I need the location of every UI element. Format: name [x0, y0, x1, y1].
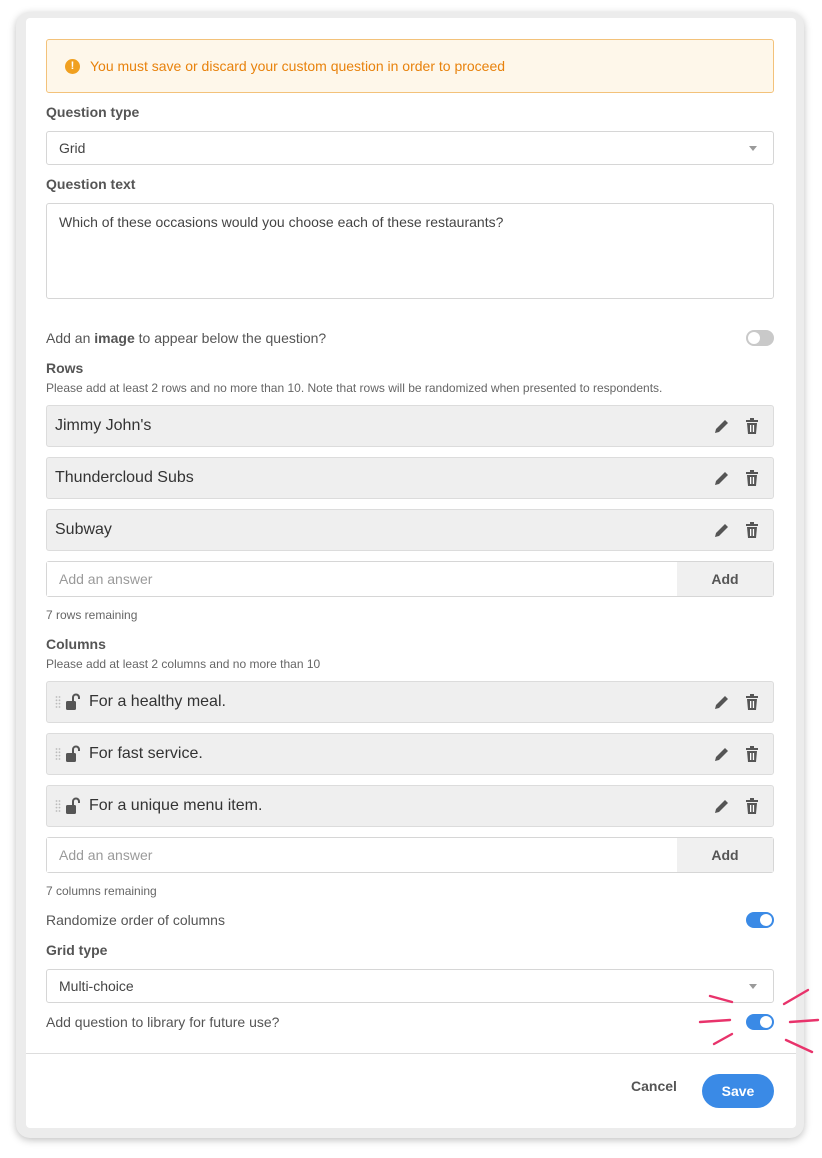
image-option-label	[46, 330, 326, 346]
alert-message: You must save or discard your custom question in order to proceed	[90, 58, 506, 74]
rows-remaining: 7 rows remaining	[46, 608, 138, 622]
question-text-input[interactable]: Which of these occasions would you choose each of these restaurants?	[46, 203, 774, 299]
column-item	[46, 785, 774, 827]
drag-handle-icon[interactable]	[55, 799, 61, 813]
grid-type-label: Grid type	[46, 942, 108, 958]
question-type-label: Question type	[46, 104, 140, 120]
column-item	[46, 733, 774, 775]
row-item	[46, 405, 774, 447]
drag-handle-icon[interactable]	[55, 747, 61, 761]
columns-remaining: 7 columns remaining	[46, 884, 157, 898]
randomize-label: Randomize order of columns	[46, 912, 225, 928]
unlock-icon[interactable]	[65, 797, 81, 815]
add-row-input[interactable]	[47, 562, 677, 596]
columns-helper: Please add at least 2 columns and no more than 10	[46, 657, 321, 671]
pencil-icon[interactable]	[713, 693, 731, 711]
exclamation-icon: !	[65, 59, 80, 74]
grid-type-select[interactable]	[46, 969, 774, 1003]
pencil-icon[interactable]	[713, 797, 731, 815]
toggle-knob	[760, 914, 772, 926]
toggle-knob	[760, 1016, 772, 1028]
pencil-icon[interactable]	[713, 745, 731, 763]
trash-icon[interactable]	[743, 417, 761, 435]
randomize-toggle[interactable]	[746, 912, 774, 928]
trash-icon[interactable]	[743, 521, 761, 539]
column-item-label: For a healthy meal.	[89, 693, 226, 710]
column-item	[46, 681, 774, 723]
row-item-label: Subway	[55, 521, 112, 538]
question-text-label: Question text	[46, 176, 136, 192]
pencil-icon[interactable]	[713, 521, 731, 539]
row-item-label: Jimmy John's	[55, 417, 152, 434]
column-item-label: For fast service.	[89, 745, 203, 762]
unlock-icon[interactable]	[65, 693, 81, 711]
trash-icon[interactable]	[743, 693, 761, 711]
trash-icon[interactable]	[743, 469, 761, 487]
row-item-label: Thundercloud Subs	[55, 469, 194, 486]
pencil-icon[interactable]	[713, 469, 731, 487]
grid-type-value: Multi-choice	[59, 978, 134, 994]
drag-handle-icon[interactable]	[55, 695, 61, 709]
image-option-prefix: Add an	[46, 330, 95, 346]
trash-icon[interactable]	[743, 745, 761, 763]
add-column-input[interactable]	[47, 838, 677, 872]
add-column-button[interactable]: Add	[677, 838, 773, 872]
toggle-knob	[748, 332, 760, 344]
question-editor-panel	[26, 18, 796, 1128]
image-toggle[interactable]	[746, 330, 774, 346]
library-label: Add question to library for future use?	[46, 1014, 280, 1030]
image-option-bold: image	[94, 330, 135, 346]
rows-label: Rows	[46, 360, 84, 376]
caret-down-icon	[749, 146, 757, 151]
add-column-group	[46, 837, 774, 873]
cancel-button[interactable]: Cancel	[631, 1078, 677, 1094]
add-row-button[interactable]: Add	[677, 562, 773, 596]
column-item-label: For a unique menu item.	[89, 797, 263, 814]
question-type-value: Grid	[59, 140, 86, 156]
save-button[interactable]: Save	[702, 1074, 774, 1108]
unlock-icon[interactable]	[65, 745, 81, 763]
rows-helper: Please add at least 2 rows and no more than 10. Note that rows will be randomized when presented to respondents.	[46, 381, 663, 395]
question-type-select[interactable]	[46, 131, 774, 165]
pencil-icon[interactable]	[713, 417, 731, 435]
row-item	[46, 509, 774, 551]
footer-divider	[26, 1053, 796, 1054]
columns-label: Columns	[46, 636, 106, 652]
caret-down-icon	[749, 984, 757, 989]
row-item	[46, 457, 774, 499]
image-option-suffix: to appear below the question?	[134, 330, 327, 346]
trash-icon[interactable]	[743, 797, 761, 815]
warning-alert	[46, 39, 774, 93]
library-toggle[interactable]	[746, 1014, 774, 1030]
add-row-group	[46, 561, 774, 597]
